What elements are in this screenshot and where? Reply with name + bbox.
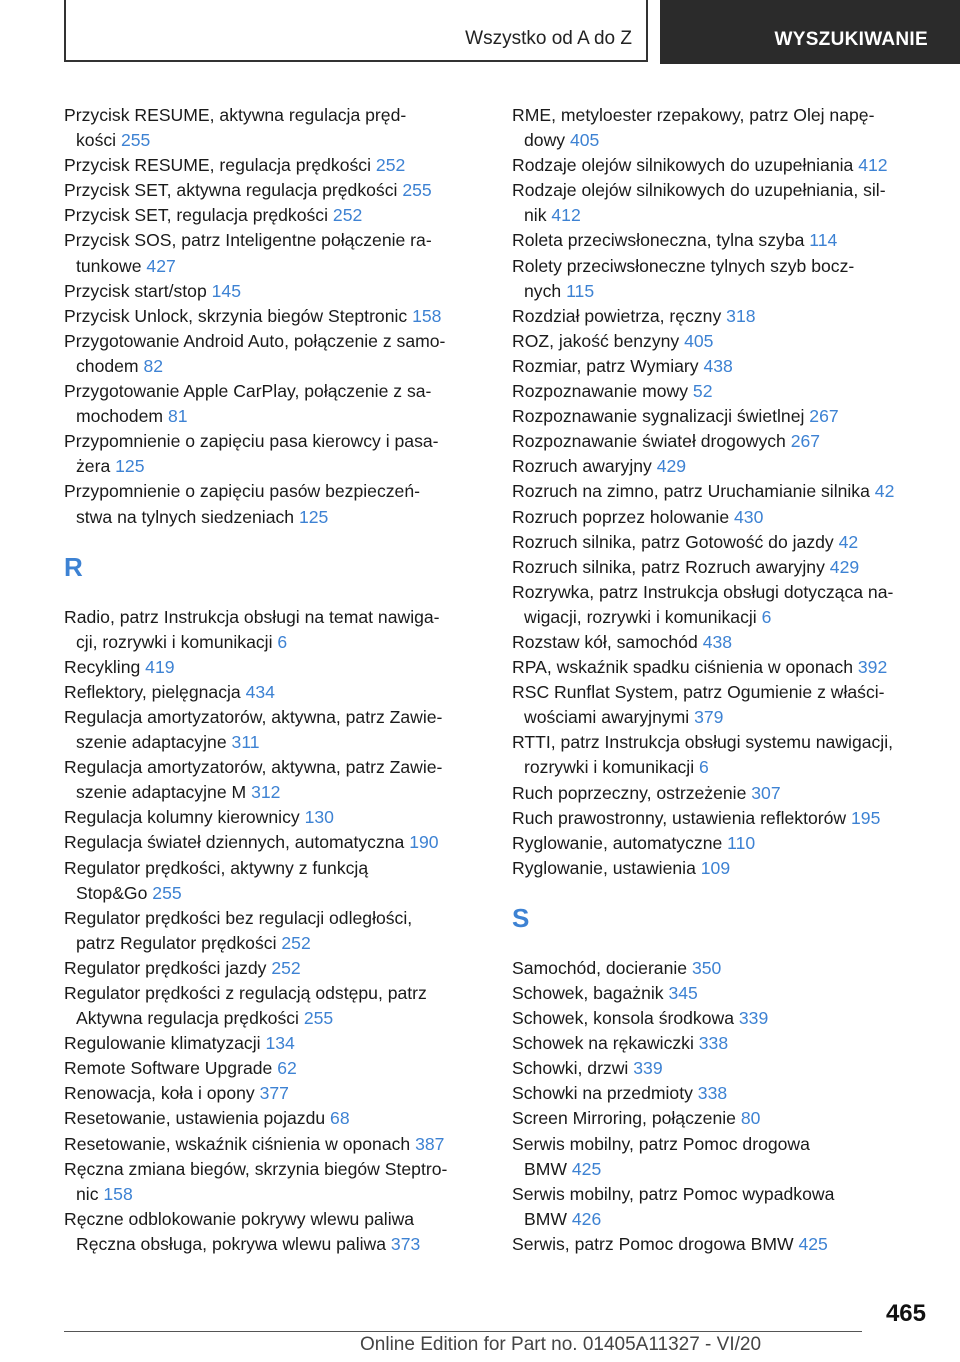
- section-tab-label: Wszystko od A do Z: [465, 28, 632, 49]
- index-entry: [512, 806, 952, 831]
- index-entry-text: Przycisk SET, regulacja prędkości: [64, 205, 329, 226]
- index-entry: [512, 555, 952, 580]
- index-entry-text: BMW: [524, 1208, 567, 1229]
- index-entry-text: wigacji, rozrywki i komunikacji: [524, 606, 757, 627]
- index-entry: [64, 655, 484, 680]
- page-reference-link[interactable]: 252: [271, 957, 301, 978]
- page-reference-link[interactable]: 345: [668, 983, 698, 1003]
- index-entry: [64, 680, 484, 705]
- index-entry-text: Ręczna obsługa, pokrywa wlewu paliwa: [76, 1233, 387, 1254]
- page-header: [64, 0, 960, 66]
- index-entry: [512, 580, 952, 630]
- index-entry-text: Przycisk RESUME, regulacja prędkości: [64, 155, 372, 176]
- index-entry: [512, 505, 952, 530]
- section-tab[interactable]: [64, 0, 648, 62]
- index-entry-text: Regulacja kolumny kierownicy: [64, 807, 300, 828]
- index-entry-text: RTTI, patrz Instrukcja obsługi systemu nawigacji,: [512, 732, 894, 753]
- index-entry-text: Ręczna zmiana biegów, skrzynia biegów Steptro-: [64, 1158, 448, 1179]
- index-entry: [64, 830, 484, 855]
- page-reference-link[interactable]: 252: [281, 932, 311, 953]
- page-reference-link[interactable]: 373: [390, 1233, 421, 1254]
- index-entry-text: Serwis mobilny, patrz Pomoc drogowa: [512, 1133, 810, 1154]
- index-entry-text: Rozpoznawanie mowy: [512, 381, 689, 402]
- index-entry-text: Renowacja, koła i opony: [64, 1083, 255, 1104]
- index-entry-text: Resetowanie, ustawienia pojazdu: [64, 1108, 326, 1129]
- index-entry: [64, 805, 484, 830]
- index-entry: [64, 1106, 484, 1131]
- index-entry-text: Rozpoznawanie sygnalizacji świetlnej: [512, 406, 805, 427]
- index-entry-text: Schowek na rękawiczki: [512, 1033, 694, 1054]
- page-reference-link[interactable]: 312: [251, 782, 281, 803]
- page-reference-link[interactable]: 267: [809, 406, 839, 427]
- index-entry: [64, 1132, 484, 1157]
- index-entry-text: Ryglowanie, ustawienia: [512, 857, 696, 878]
- search-tab[interactable]: [660, 0, 960, 64]
- index-entry: [64, 1031, 484, 1056]
- index-entry: [512, 630, 952, 655]
- index-entry: [64, 1157, 484, 1207]
- index-entry: [512, 254, 952, 304]
- index-entry-text: Ruch poprzeczny, ostrzeżenie: [512, 782, 747, 803]
- index-entry-text: Reflektory, pielęgnacja: [64, 681, 241, 702]
- index-entry-text: Przycisk SET, aktywna regulacja prędkości: [64, 180, 398, 201]
- page-reference-link[interactable]: 438: [702, 631, 733, 652]
- index-entry: [64, 228, 484, 278]
- index-entry-text: Rozruch poprzez holowanie: [512, 506, 730, 527]
- index-entry-text: Rodzaje olejów silnikowych do uzupełniania, sil-: [512, 180, 886, 201]
- index-entry-text: Przycisk RESUME, aktywna regulacja pręd-: [64, 105, 407, 125]
- index-entry-text: Rozdział powietrza, ręczny: [512, 305, 722, 326]
- page-reference-link[interactable]: 158: [103, 1183, 133, 1204]
- index-entry: [64, 329, 484, 379]
- index-entry: [512, 479, 952, 504]
- index-entry-text: Serwis, patrz Pomoc drogowa BMW: [512, 1233, 794, 1254]
- page-reference-link[interactable]: 62: [277, 1058, 297, 1079]
- index-entry: [64, 605, 484, 655]
- index-entry-text: Stop&Go: [76, 882, 148, 903]
- index-entry-text: Rozstaw kół, samochód: [512, 631, 698, 652]
- page-reference-link[interactable]: 318: [726, 305, 756, 326]
- index-entry: [512, 429, 952, 454]
- index-entry: [512, 178, 952, 228]
- index-entry-text: stwa na tylnych siedzeniach: [76, 506, 295, 527]
- index-entry: [64, 1207, 484, 1257]
- page-reference-link[interactable]: 392: [857, 657, 888, 678]
- page-reference-link[interactable]: 387: [415, 1133, 445, 1154]
- index-entry-text: Serwis mobilny, patrz Pomoc wypadkowa: [512, 1183, 835, 1204]
- page-reference-link[interactable]: 6: [761, 606, 772, 627]
- page-reference-link[interactable]: 52: [692, 381, 713, 402]
- index-entry: [64, 1081, 484, 1106]
- index-entry: [64, 856, 484, 906]
- page-reference-link[interactable]: 307: [751, 782, 781, 803]
- index-entry-text: Rozruch na zimno, patrz Uruchamianie silnika: [512, 481, 870, 502]
- index-entry-text: Recykling: [64, 656, 141, 677]
- page-reference-link[interactable]: 311: [231, 732, 260, 753]
- index-entry-text: dowy: [524, 130, 566, 151]
- index-entry-text: Rozruch awaryjny: [512, 456, 652, 477]
- page-number: 465: [885, 1300, 926, 1327]
- footer-divider: [64, 1331, 862, 1332]
- index-entry: [512, 329, 952, 354]
- index-entry: [64, 103, 484, 153]
- index-entry: [512, 153, 952, 178]
- page-reference-link[interactable]: 267: [790, 431, 821, 452]
- index-entry: [64, 906, 484, 956]
- page-reference-link[interactable]: 190: [409, 832, 439, 853]
- index-entry-text: Regulacja amortyzatorów, aktywna, patrz Zawie-: [64, 706, 443, 727]
- page-reference-link[interactable]: 339: [633, 1058, 663, 1079]
- index-entry: [64, 178, 484, 203]
- page-reference-link[interactable]: 350: [691, 957, 722, 978]
- page-reference-link[interactable]: 429: [829, 556, 860, 577]
- index-entry-text: Regulator prędkości z regulacją odstępu, patrz: [64, 983, 427, 1003]
- page-reference-link[interactable]: 42: [874, 481, 895, 502]
- page-reference-link[interactable]: 125: [298, 506, 329, 527]
- index-entry-text: mochodem: [76, 406, 164, 427]
- index-entry-text: szenie adaptacyjne M: [76, 782, 247, 803]
- index-entry-text: Przypomnienie o zapięciu pasów bezpieczeń-: [64, 481, 420, 502]
- page-reference-link[interactable]: 338: [697, 1083, 728, 1104]
- index-entry: [64, 1056, 484, 1081]
- index-entry: [64, 153, 484, 178]
- index-entry-text: Roleta przeciwsłoneczna, tylna szyba: [512, 230, 805, 251]
- page-reference-link[interactable]: 145: [211, 280, 241, 301]
- index-entry-text: rozrywki i komunikacji: [524, 757, 695, 778]
- index-entry: [64, 203, 484, 228]
- page-reference-link[interactable]: 405: [569, 130, 600, 151]
- index-entry: [512, 1106, 952, 1131]
- index-entry-text: Schowek, bagażnik: [512, 983, 664, 1003]
- index-entry: [512, 228, 952, 253]
- index-entry-text: Ręczne odblokowanie pokrywy wlewu paliwa: [64, 1208, 415, 1229]
- page-reference-link[interactable]: 80: [740, 1108, 761, 1129]
- index-column-right: [512, 103, 952, 1257]
- index-entry: [512, 781, 952, 806]
- page-reference-link[interactable]: 377: [259, 1083, 289, 1104]
- index-entry: [512, 856, 952, 881]
- page-reference-link[interactable]: 82: [143, 355, 164, 376]
- index-entry: [512, 1132, 952, 1182]
- page-reference-link[interactable]: 42: [838, 531, 859, 552]
- page-reference-link[interactable]: 158: [412, 305, 442, 326]
- index-entry-text: Schowek, konsola środkowa: [512, 1008, 734, 1029]
- index-entry-text: cji, rozrywki i komunikacji: [76, 631, 273, 652]
- index-entry: [64, 981, 484, 1031]
- page-reference-link[interactable]: 425: [798, 1233, 828, 1254]
- index-entry-text: Przypomnienie o zapięciu pasa kierowcy i pasa-: [64, 431, 439, 452]
- index-entry: [512, 1232, 952, 1257]
- page-reference-link[interactable]: 338: [698, 1033, 729, 1054]
- page-reference-link[interactable]: 379: [694, 707, 724, 728]
- page-reference-link[interactable]: 419: [145, 656, 175, 677]
- index-entry: [512, 956, 952, 981]
- page-reference-link[interactable]: 252: [332, 205, 363, 226]
- index-entry: [512, 1056, 952, 1081]
- index-entry: [512, 655, 952, 680]
- page-reference-link[interactable]: 438: [703, 355, 733, 376]
- index-entry-text: Rodzaje olejów silnikowych do uzupełniania: [512, 155, 854, 176]
- index-entry-text: Regulacja amortyzatorów, aktywna, patrz Zawie-: [64, 757, 443, 778]
- index-entry-text: Rolety przeciwsłoneczne tylnych szyb bocz-: [512, 255, 855, 276]
- index-entry: [64, 956, 484, 981]
- page-reference-link[interactable]: 68: [330, 1108, 350, 1129]
- index-entry-text: wościami awaryjnymi: [524, 707, 690, 728]
- index-entry-text: nych: [524, 280, 562, 301]
- index-entry-text: kości: [76, 130, 117, 151]
- index-entry: [512, 304, 952, 329]
- footer-edition: Online Edition for Part no. 01405A11327 - VI/20: [360, 1334, 762, 1355]
- index-entry-text: Rozmiar, patrz Wymiary: [512, 355, 699, 376]
- index-entry-text: Regulator prędkości, aktywny z funkcją: [64, 857, 369, 878]
- page-reference-link[interactable]: 430: [734, 506, 764, 527]
- page-reference-link[interactable]: 6: [277, 631, 288, 652]
- index-entry-text: Ryglowanie, automatyczne: [512, 832, 723, 853]
- index-entry-text: ROZ, jakość benzyny: [512, 330, 680, 351]
- page-reference-link[interactable]: 130: [304, 807, 334, 828]
- index-entry-text: Samochód, docieranie: [512, 957, 688, 978]
- index-entry: [512, 404, 952, 429]
- index-entry-text: Radio, patrz Instrukcja obsługi na temat nawiga-: [64, 606, 440, 627]
- search-tab-label: WYSZUKIWANIE: [774, 29, 928, 50]
- index-entry-text: Rozruch silnika, patrz Rozruch awaryjny: [512, 556, 825, 577]
- page-reference-link[interactable]: 412: [551, 205, 581, 226]
- index-entry-text: Regulator prędkości jazdy: [64, 957, 267, 978]
- index-entry-text: chodem: [76, 355, 139, 376]
- index-entry: [64, 429, 484, 479]
- index-entry-text: Schowki na przedmioty: [512, 1083, 693, 1104]
- index-entry-text: Przygotowanie Apple CarPlay, połączenie z sa-: [64, 381, 432, 402]
- page-reference-link[interactable]: 134: [265, 1033, 295, 1054]
- page-reference-link[interactable]: 405: [684, 330, 714, 351]
- page-reference-link[interactable]: 195: [851, 807, 881, 828]
- index-entry: [64, 755, 484, 805]
- index-entry: [512, 680, 952, 730]
- index-entry-text: Regulator prędkości bez regulacji odległości,: [64, 907, 413, 928]
- index-entry: [64, 304, 484, 329]
- page-reference-link[interactable]: 110: [727, 832, 756, 853]
- index-entry: [64, 279, 484, 304]
- page-reference-link[interactable]: 255: [402, 180, 432, 201]
- index-letter-heading: S: [512, 902, 530, 933]
- page-reference-link[interactable]: 425: [571, 1158, 602, 1179]
- index-entry: [512, 831, 952, 856]
- page-reference-link[interactable]: 125: [115, 456, 145, 477]
- index-entry: [512, 1031, 952, 1056]
- page-reference-link[interactable]: 115: [566, 280, 595, 301]
- index-entry-text: Rozpoznawanie świateł drogowych: [512, 431, 786, 452]
- index-entry: [64, 705, 484, 755]
- page-reference-link[interactable]: 255: [152, 882, 182, 903]
- page-reference-link[interactable]: 429: [656, 456, 687, 477]
- index-entry-text: Przycisk Unlock, skrzynia biegów Steptronic: [64, 305, 408, 326]
- index-entry-text: Regulowanie klimatyzacji: [64, 1033, 261, 1054]
- page-reference-link[interactable]: 6: [699, 757, 709, 778]
- index-entry-text: nic: [76, 1183, 99, 1204]
- index-entry-text: Rozruch silnika, patrz Gotowość do jazdy: [512, 531, 834, 552]
- index-entry-text: Aktywna regulacja prędkości: [76, 1008, 299, 1029]
- page-reference-link[interactable]: 109: [700, 857, 731, 878]
- index-entry: [512, 103, 952, 153]
- index-entry-text: Remote Software Upgrade: [64, 1058, 273, 1079]
- index-entry: [512, 981, 952, 1006]
- index-entry: [512, 1182, 952, 1232]
- index-entry: [512, 354, 952, 379]
- page-reference-link[interactable]: 427: [146, 255, 176, 276]
- index-entry-text: patrz Regulator prędkości: [76, 932, 277, 953]
- index-entry: [512, 379, 952, 404]
- index-entry: [512, 730, 952, 780]
- page-reference-link[interactable]: 434: [245, 681, 275, 702]
- page-reference-link[interactable]: 81: [167, 406, 188, 427]
- page-reference-link[interactable]: 255: [120, 130, 151, 151]
- index-entry-text: tunkowe: [76, 255, 142, 276]
- index-entry-text: Ruch prawostronny, ustawienia reflektorów: [512, 807, 847, 828]
- page-reference-link[interactable]: 114: [809, 230, 838, 251]
- index-entry-text: Rozrywka, patrz Instrukcja obsługi dotycząca na-: [512, 581, 894, 602]
- index-entry-text: żera: [76, 456, 111, 477]
- index-entry-text: nik: [524, 205, 547, 226]
- index-entry: [512, 1081, 952, 1106]
- index-entry-text: RME, metyloester rzepakowy, patrz Olej napę-: [512, 105, 875, 125]
- index-entry-text: Przycisk start/stop: [64, 280, 207, 301]
- index-entry-text: szenie adaptacyjne: [76, 732, 227, 753]
- index-entry-text: RSC Runflat System, patrz Ogumienie z właści-: [512, 682, 885, 703]
- index-entry: [512, 1006, 952, 1031]
- page-reference-link[interactable]: 255: [303, 1008, 334, 1029]
- page-reference-link[interactable]: 339: [738, 1008, 769, 1029]
- index-entry-text: RPA, wskaźnik spadku ciśnienia w oponach: [512, 657, 853, 678]
- index-entry: [512, 454, 952, 479]
- index-entry-text: Regulacja świateł dziennych, automatyczna: [64, 832, 405, 853]
- index-entry-text: BMW: [524, 1158, 567, 1179]
- page-reference-link[interactable]: 426: [571, 1208, 602, 1229]
- index-letter-heading: R: [64, 551, 83, 582]
- index-entry-text: Przygotowanie Android Auto, połączenie z samo-: [64, 330, 446, 351]
- index-entry-text: Resetowanie, wskaźnik ciśnienia w oponach: [64, 1133, 411, 1154]
- index-entry: [64, 379, 484, 429]
- index-entry-text: Schowki, drzwi: [512, 1058, 629, 1079]
- index-column-left: [64, 103, 484, 1257]
- page-reference-link[interactable]: 252: [375, 155, 406, 176]
- index-entry: [64, 479, 484, 529]
- index-entry: [512, 530, 952, 555]
- page-reference-link[interactable]: 412: [858, 155, 888, 176]
- index-entry-text: Przycisk SOS, patrz Inteligentne połączenie ra-: [64, 230, 432, 251]
- index-entry-text: Screen Mirroring, połączenie: [512, 1108, 736, 1129]
